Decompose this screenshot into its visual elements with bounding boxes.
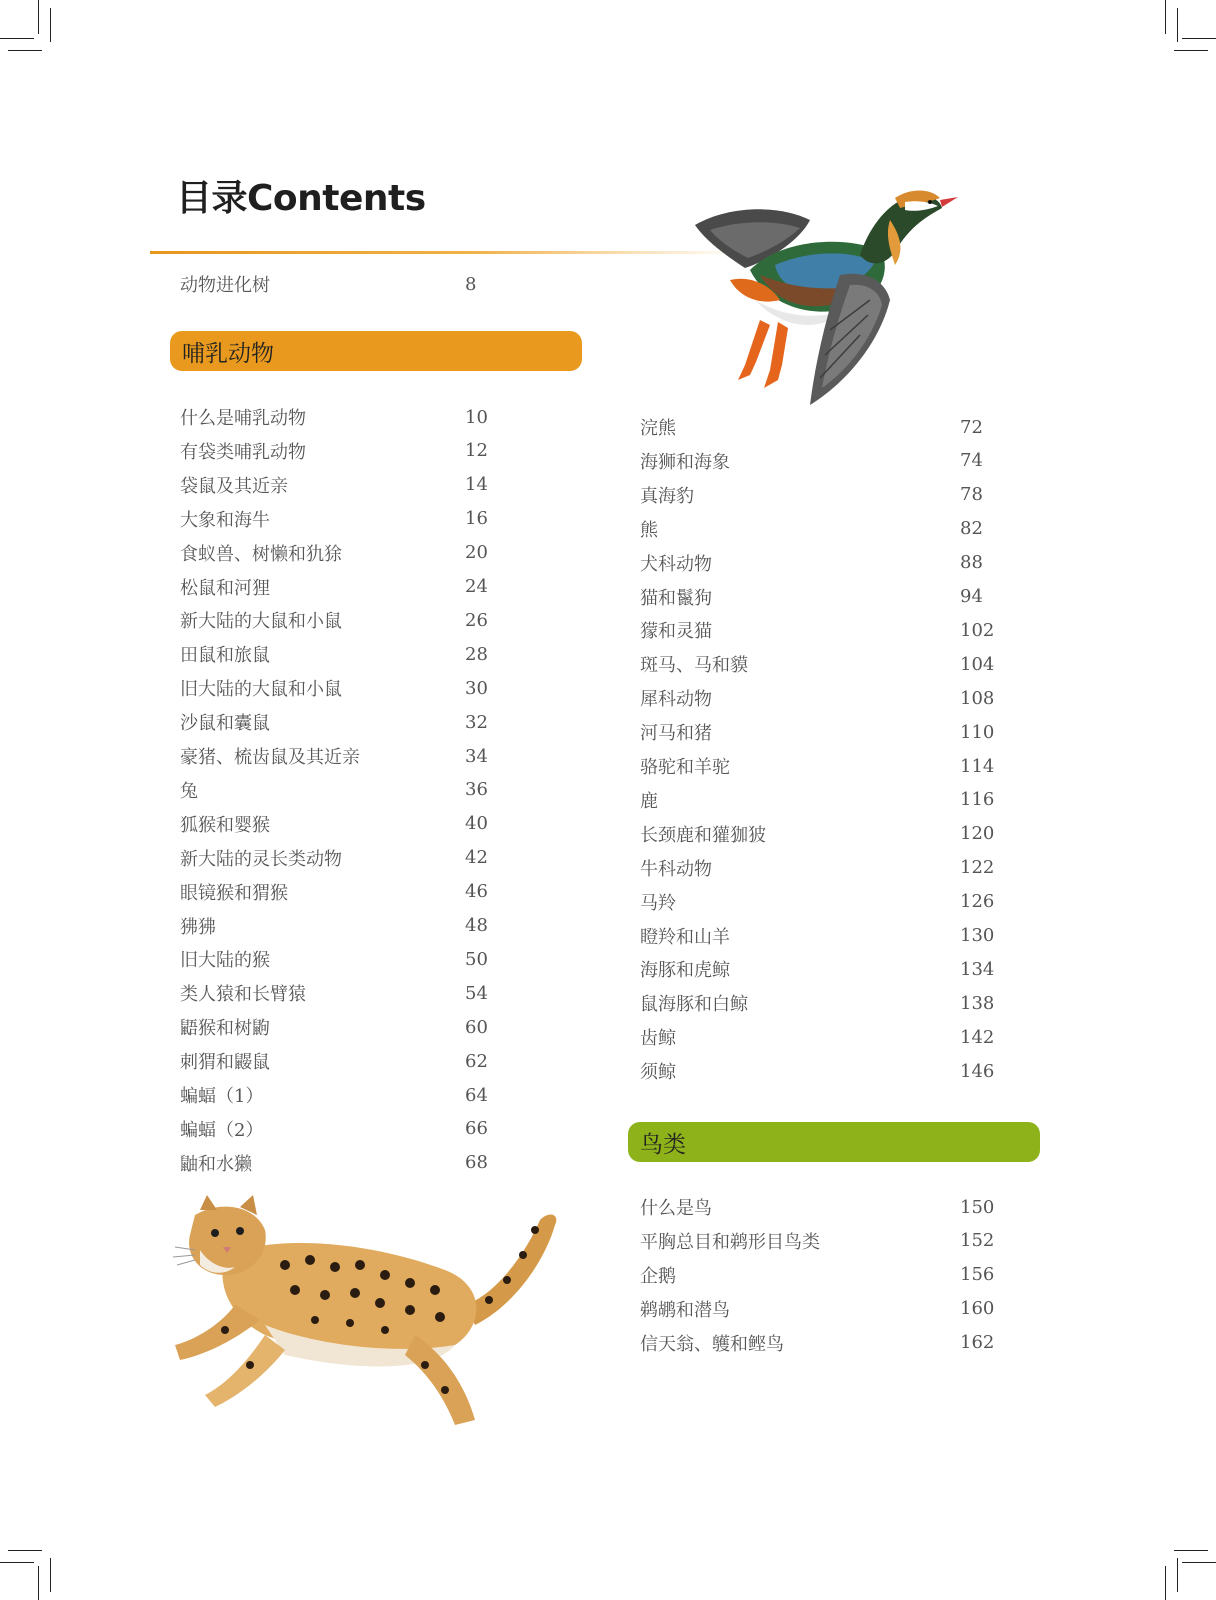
crop-mark — [50, 1558, 51, 1592]
toc-entry[interactable] — [640, 546, 1020, 580]
crop-mark — [0, 38, 34, 39]
toc-entry-page: 60 — [465, 1016, 488, 1038]
toc-entry-page: 94 — [960, 586, 983, 607]
toc-entry-label: 鼠海豚和白鲸 — [640, 994, 748, 1016]
toc-entry-label: 新大陆的大鼠和小鼠 — [180, 611, 342, 633]
toc-entry[interactable] — [180, 671, 525, 705]
section-header-birds[interactable] — [628, 1122, 1040, 1162]
mandarin-duck-illustration — [690, 180, 970, 415]
toc-entry[interactable] — [180, 434, 525, 468]
toc-entry-page: 138 — [960, 992, 995, 1014]
crop-mark — [0, 1562, 34, 1563]
toc-entry-page: 88 — [960, 552, 983, 574]
crop-mark — [1182, 38, 1216, 39]
toc-entry[interactable] — [180, 739, 525, 773]
toc-entry-page: 152 — [960, 1230, 995, 1252]
toc-entry-label: 松鼠和河狸 — [180, 577, 270, 599]
ocelot-illustration — [165, 1195, 565, 1445]
title-underline — [150, 251, 740, 254]
toc-entry-page: 20 — [465, 542, 488, 564]
toc-entry-label: 有袋类哺乳动物 — [180, 441, 306, 463]
toc-entry-label: 须鲸 — [640, 1062, 676, 1084]
toc-entry-page: 14 — [465, 474, 488, 496]
toc-entry-label: 猫和鬣狗 — [640, 587, 712, 609]
toc-entry-page: 114 — [960, 755, 995, 777]
toc-entry-page: 74 — [960, 450, 983, 472]
toc-entry-label: 熊 — [640, 519, 658, 541]
toc-entry[interactable] — [640, 478, 1020, 512]
toc-entry-page: 102 — [960, 619, 995, 641]
section-title: 鸟类 — [640, 1131, 686, 1158]
toc-entry-label: 狐猴和婴猴 — [180, 814, 270, 836]
toc-entry-label: 鹿 — [640, 790, 658, 812]
toc-entry-label: 刺猬和鼹鼠 — [180, 1052, 270, 1074]
toc-entry[interactable] — [180, 1010, 525, 1044]
toc-entry[interactable] — [640, 1292, 1020, 1326]
toc-entry-page: 8 — [465, 273, 477, 295]
toc-entry-page: 130 — [960, 925, 995, 946]
toc-entry-page: 156 — [960, 1264, 995, 1286]
crop-mark — [8, 1550, 42, 1551]
toc-entry[interactable] — [640, 512, 1020, 546]
toc-entry-label: 类人猿和长臂猿 — [180, 984, 306, 1006]
toc-entry-label: 牛科动物 — [640, 858, 712, 880]
section-title: 哺乳动物 — [182, 340, 274, 367]
toc-entry[interactable] — [640, 1326, 1020, 1360]
toc-entry-page: 26 — [465, 609, 488, 631]
toc-entry[interactable] — [640, 1020, 1020, 1054]
toc-entry-page: 160 — [960, 1298, 995, 1320]
toc-entry-page: 142 — [960, 1026, 995, 1048]
toc-entry-page: 12 — [465, 440, 488, 462]
toc-entry[interactable] — [180, 1112, 525, 1146]
toc-entry[interactable] — [640, 749, 1020, 783]
crop-mark — [1165, 1566, 1166, 1600]
toc-entry-page: 32 — [465, 711, 488, 733]
toc-entry[interactable] — [180, 400, 525, 434]
toc-entry-page: 64 — [465, 1084, 488, 1106]
toc-entry-label: 蝙蝠（1） — [180, 1086, 264, 1107]
toc-entry-page: 82 — [960, 518, 983, 540]
toc-entry-page: 24 — [465, 576, 488, 597]
toc-entry-page: 10 — [465, 406, 488, 428]
toc-entry-page: 50 — [465, 948, 488, 970]
crop-mark — [8, 50, 42, 51]
toc-entry-label: 新大陆的灵长类动物 — [180, 848, 342, 870]
toc-entry[interactable] — [180, 502, 525, 536]
toc-entry-label: 狒狒 — [180, 916, 216, 938]
toc-entry-page: 78 — [960, 484, 983, 506]
toc-entry-page: 104 — [960, 653, 995, 675]
toc-entry-page: 16 — [465, 508, 488, 530]
toc-entry[interactable] — [180, 1078, 525, 1112]
page-title: 目录Contents — [176, 178, 426, 219]
toc-entry[interactable] — [180, 875, 525, 909]
toc-entry[interactable] — [180, 536, 525, 570]
toc-entry[interactable] — [180, 468, 525, 502]
crop-mark — [1165, 0, 1166, 34]
toc-entry-label: 信天翁、鹱和鲣鸟 — [640, 1333, 784, 1355]
toc-entry-label: 动物进化树 — [180, 275, 270, 296]
toc-entry-page: 162 — [960, 1332, 995, 1354]
toc-entry-label: 齿鲸 — [640, 1028, 676, 1050]
crop-mark — [1177, 8, 1178, 42]
toc-entry-label: 什么是哺乳动物 — [180, 408, 306, 429]
toc-entry-page: 134 — [960, 958, 995, 980]
toc-entry[interactable] — [640, 580, 1020, 614]
toc-entry-label: 犬科动物 — [640, 553, 712, 575]
toc-entry-label: 旧大陆的大鼠和小鼠 — [180, 679, 342, 701]
toc-entry[interactable] — [640, 851, 1020, 885]
toc-entry-page: 54 — [465, 982, 488, 1004]
toc-entry-page: 36 — [465, 779, 488, 801]
toc-entry[interactable] — [180, 942, 525, 976]
toc-entry-page: 68 — [465, 1152, 488, 1174]
toc-entry-label: 獴和灵猫 — [640, 621, 712, 643]
toc-entry[interactable] — [640, 986, 1020, 1020]
toc-entry[interactable] — [640, 919, 1020, 953]
toc-entry-label: 眼镜猴和猬猴 — [180, 882, 288, 904]
toc-entry-label: 马羚 — [640, 892, 676, 914]
toc-entry-page: 48 — [465, 915, 488, 936]
crop-mark — [1182, 1562, 1216, 1563]
toc-entry[interactable] — [640, 1054, 1020, 1088]
toc-entry-page: 34 — [465, 745, 488, 767]
toc-entry-label: 沙鼠和囊鼠 — [180, 713, 270, 735]
toc-entry-label: 企鹅 — [640, 1265, 676, 1287]
toc-entry-label: 平胸总目和鹈形目鸟类 — [640, 1231, 820, 1253]
toc-entry-page: 42 — [465, 847, 488, 869]
toc-entry[interactable] — [640, 885, 1020, 919]
toc-entry-page: 110 — [960, 721, 995, 743]
toc-entry[interactable] — [640, 1258, 1020, 1292]
toc-entry-label: 骆驼和羊驼 — [640, 757, 730, 778]
toc-entry-label: 鼬和水獭 — [180, 1153, 252, 1175]
toc-entry-page: 30 — [465, 677, 488, 699]
toc-entry-page: 146 — [960, 1060, 995, 1082]
toc-entry-page: 72 — [960, 416, 983, 438]
toc-entry-label: 鼯猴和树鼩 — [180, 1018, 270, 1040]
toc-entry-label: 长颈鹿和獾㹢狓 — [640, 824, 766, 846]
crop-mark — [1177, 1558, 1178, 1592]
toc-entry[interactable] — [640, 817, 1020, 851]
toc-entry[interactable] — [180, 705, 525, 739]
toc-entry-page: 46 — [465, 881, 488, 903]
toc-entry[interactable] — [180, 841, 525, 875]
toc-entry-label: 兔 — [180, 780, 198, 802]
toc-entry-page: 28 — [465, 643, 488, 665]
toc-entry[interactable] — [640, 1190, 1020, 1224]
toc-entry[interactable] — [640, 1224, 1020, 1258]
toc-entry-label: 浣熊 — [640, 418, 676, 439]
toc-entry[interactable] — [640, 647, 1020, 681]
toc-entry[interactable] — [180, 1146, 525, 1180]
toc-entry[interactable] — [640, 444, 1020, 478]
toc-entry-label: 大象和海牛 — [180, 509, 270, 531]
toc-entry[interactable] — [640, 410, 1020, 444]
toc-entry[interactable] — [640, 613, 1020, 647]
toc-entry-page: 108 — [960, 687, 995, 709]
toc-entry-page: 120 — [960, 823, 995, 845]
toc-entry-page: 66 — [465, 1118, 488, 1140]
crop-mark — [38, 1566, 39, 1600]
toc-entry-label: 什么是鸟 — [640, 1198, 712, 1219]
crop-mark — [38, 0, 39, 34]
toc-entry[interactable] — [640, 715, 1020, 749]
toc-entry-label: 田鼠和旅鼠 — [180, 645, 270, 667]
toc-entry-label: 犀科动物 — [640, 689, 712, 711]
toc-entry[interactable] — [640, 783, 1020, 817]
toc-entry[interactable] — [180, 807, 525, 841]
toc-entry-page: 62 — [465, 1050, 488, 1072]
section-header-mammals[interactable] — [170, 331, 582, 371]
toc-entry-label: 食蚁兽、树懒和犰狳 — [180, 543, 342, 565]
toc-entry-label: 鹈鹕和潜鸟 — [640, 1299, 730, 1321]
toc-entry[interactable] — [180, 267, 525, 301]
toc-entry-page: 126 — [960, 891, 995, 913]
toc-entry[interactable] — [180, 570, 525, 604]
toc-entry[interactable] — [180, 909, 525, 943]
toc-entry-label: 河马和猪 — [640, 723, 712, 745]
toc-entry-label: 旧大陆的猴 — [180, 950, 270, 972]
toc-entry-page: 116 — [960, 789, 995, 811]
toc-entry[interactable] — [640, 952, 1020, 986]
toc-entry-label: 斑马、马和貘 — [640, 655, 748, 677]
toc-entry[interactable] — [180, 976, 525, 1010]
crop-mark — [50, 8, 51, 42]
toc-entry[interactable] — [180, 773, 525, 807]
toc-entry[interactable] — [180, 637, 525, 671]
crop-mark — [1174, 50, 1208, 51]
toc-entry[interactable] — [640, 681, 1020, 715]
toc-entry-label: 蝙蝠（2） — [180, 1119, 264, 1141]
toc-entry[interactable] — [180, 603, 525, 637]
toc-entry-page: 150 — [960, 1196, 995, 1218]
toc-entry-label: 袋鼠及其近亲 — [180, 475, 288, 497]
toc-entry[interactable] — [180, 1044, 525, 1078]
crop-mark — [1174, 1550, 1208, 1551]
toc-entry-page: 40 — [465, 813, 488, 835]
toc-entry-label: 瞪羚和山羊 — [640, 926, 730, 948]
toc-entry-page: 122 — [960, 857, 995, 879]
toc-entry-label: 豪猪、梳齿鼠及其近亲 — [180, 747, 360, 768]
toc-entry-label: 海狮和海象 — [640, 451, 730, 473]
toc-entry-label: 真海豹 — [640, 485, 694, 507]
toc-entry-label: 海豚和虎鲸 — [640, 960, 730, 982]
